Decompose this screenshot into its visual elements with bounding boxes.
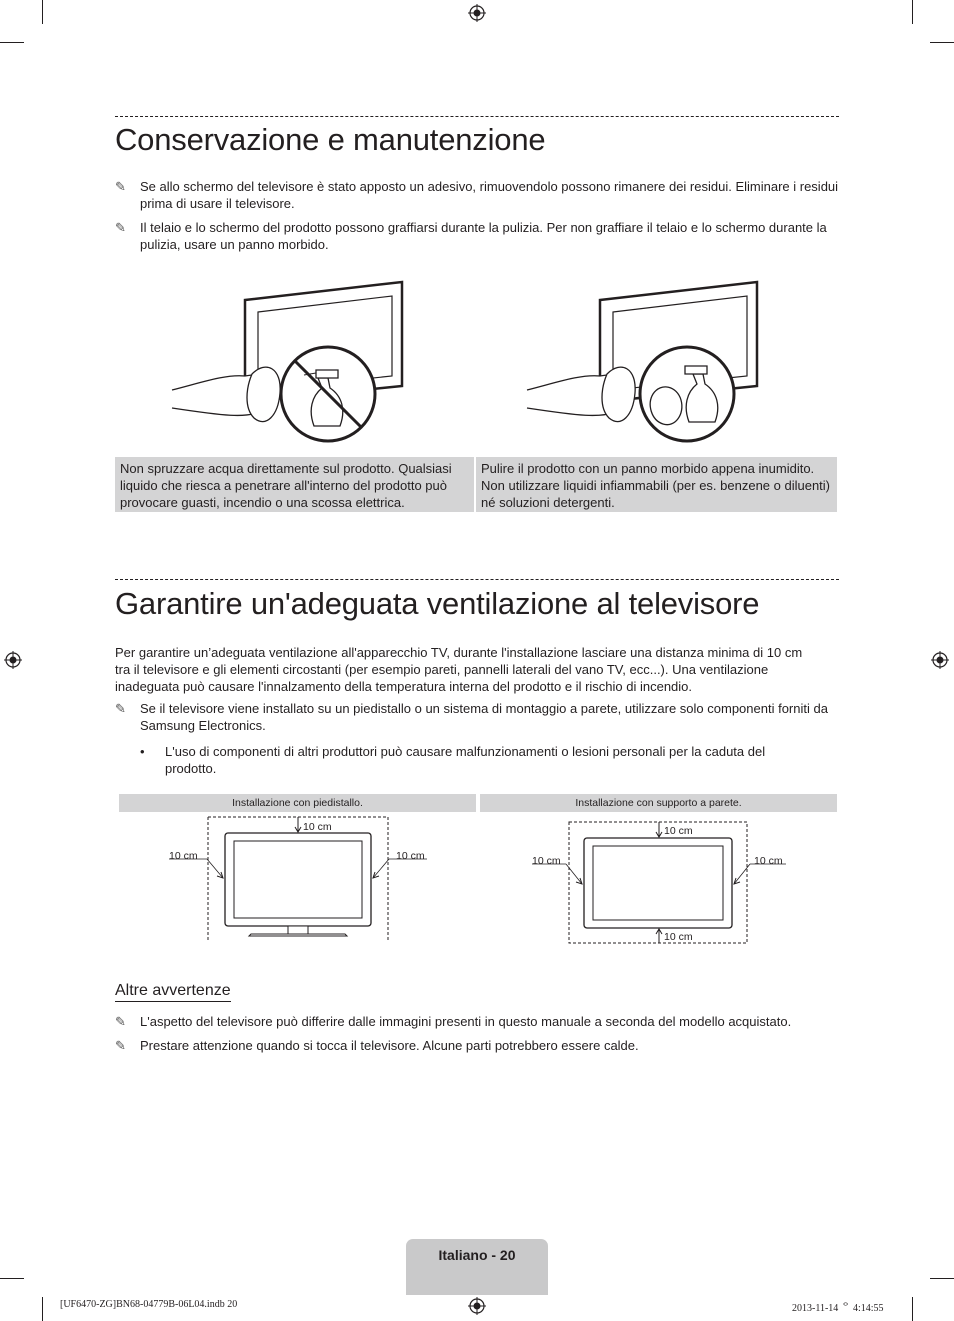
page-number: Italiano - 20	[438, 1247, 516, 1263]
caption-no-spray: Non spruzzare acqua direttamente sul prodotto. Qualsiasi liquido che riesca a penetrare all'interno del prodotto può provocare guasti, incendio o una scossa elettrica.	[115, 457, 474, 512]
crop-mark	[0, 1278, 24, 1279]
pencil-note-icon: ✎	[115, 701, 126, 716]
crop-mark	[912, 1297, 913, 1321]
section-title-ventilation: Garantire un'adeguata ventilazione al televisore	[115, 586, 760, 621]
section-divider	[115, 579, 839, 580]
note-text: Se il televisore viene installato su un piedistallo o un sistema di montaggio a parete, utilizzare solo componenti forniti da Samsung Electronics.	[140, 701, 828, 733]
note-item	[115, 700, 839, 734]
crop-mark	[42, 1297, 43, 1321]
bullet-text: L'uso di componenti di altri produttori può causare malfunzionamenti o lesioni personali per la caduta del prodotto.	[165, 744, 766, 776]
ventilation-intro: Per garantire un’adeguata ventilazione all'apparecchio TV, durante l'installazione lasciare una distanza minima di 10 cm tra il televisore e gli elementi circostanti (per esempio pareti, pannelli laterali del vano TV, ecc...). Una ventilazione inadeguata può causare l'innalzamento della temperatura interna del prodotto e il rischio di incendio.	[115, 645, 803, 694]
soft-cloth-illustration	[525, 278, 765, 448]
bullet-dot: •	[140, 744, 145, 759]
pencil-note-icon: ✎	[115, 1014, 126, 1029]
clearance-label: 10 cm	[664, 931, 693, 943]
note-item	[115, 178, 839, 212]
crop-mark	[912, 0, 913, 24]
section-title-maintenance: Conservazione e manutenzione	[115, 122, 546, 157]
diagram-header-stand: Installazione con piedistallo.	[119, 794, 476, 812]
no-spray-illustration	[170, 278, 410, 448]
crosshair-registration-icon	[468, 1297, 486, 1315]
crop-mark	[930, 42, 954, 43]
caption-soft-cloth: Pulire il prodotto con un panno morbido appena inumidito. Non utilizzare liquidi infiammabili (per es. benzene o diluenti) né soluzioni detergenti.	[476, 457, 837, 512]
note-item	[115, 1037, 839, 1054]
print-slug-right: 2013-11-14 ᄋ 4:14:55	[792, 1303, 884, 1314]
note-text: L'aspetto del televisore può differire dalle immagini presenti in questo manuale a seconda del modello acquistato.	[140, 1014, 792, 1029]
clearance-label: 10 cm	[169, 850, 198, 862]
pencil-note-icon: ✎	[115, 220, 126, 235]
diagram-header-wall: Installazione con supporto a parete.	[480, 794, 837, 812]
crop-mark	[930, 1278, 954, 1279]
bullet-item	[140, 743, 820, 777]
clearance-label: 10 cm	[754, 855, 783, 867]
pencil-note-icon: ✎	[115, 1038, 126, 1053]
crosshair-registration-icon	[931, 651, 949, 669]
section-divider	[115, 116, 839, 117]
clearance-label: 10 cm	[396, 850, 425, 862]
page-number-tab	[406, 1239, 548, 1295]
clearance-label: 10 cm	[303, 821, 332, 833]
note-item	[115, 1013, 839, 1030]
clearance-label: 10 cm	[532, 855, 561, 867]
note-text: Prestare attenzione quando si tocca il televisore. Alcune parti potrebbero essere calde.	[140, 1038, 639, 1053]
crosshair-registration-icon	[4, 651, 22, 669]
clearance-label: 10 cm	[664, 825, 693, 837]
note-item	[115, 219, 839, 253]
stand-clearance-diagram	[119, 812, 476, 947]
pencil-note-icon: ✎	[115, 179, 126, 194]
note-text: Il telaio e lo schermo del prodotto possono graffiarsi durante la pulizia. Per non graffiare il telaio e lo schermo durante la pulizia, usare un panno morbido.	[140, 220, 827, 252]
wall-mount-clearance-diagram	[480, 812, 837, 947]
subsection-title-other-warnings: Altre avvertenze	[115, 981, 231, 1002]
crosshair-registration-icon	[468, 4, 486, 22]
print-slug-left: [UF6470-ZG]BN68-04779B-06L04.indb 20	[60, 1299, 238, 1310]
note-text: Se allo schermo del televisore è stato apposto un adesivo, rimuovendolo possono rimanere dei residui. Eliminare i residui prima di usare il televisore.	[140, 179, 839, 211]
crop-mark	[0, 42, 24, 43]
crop-mark	[42, 0, 43, 24]
